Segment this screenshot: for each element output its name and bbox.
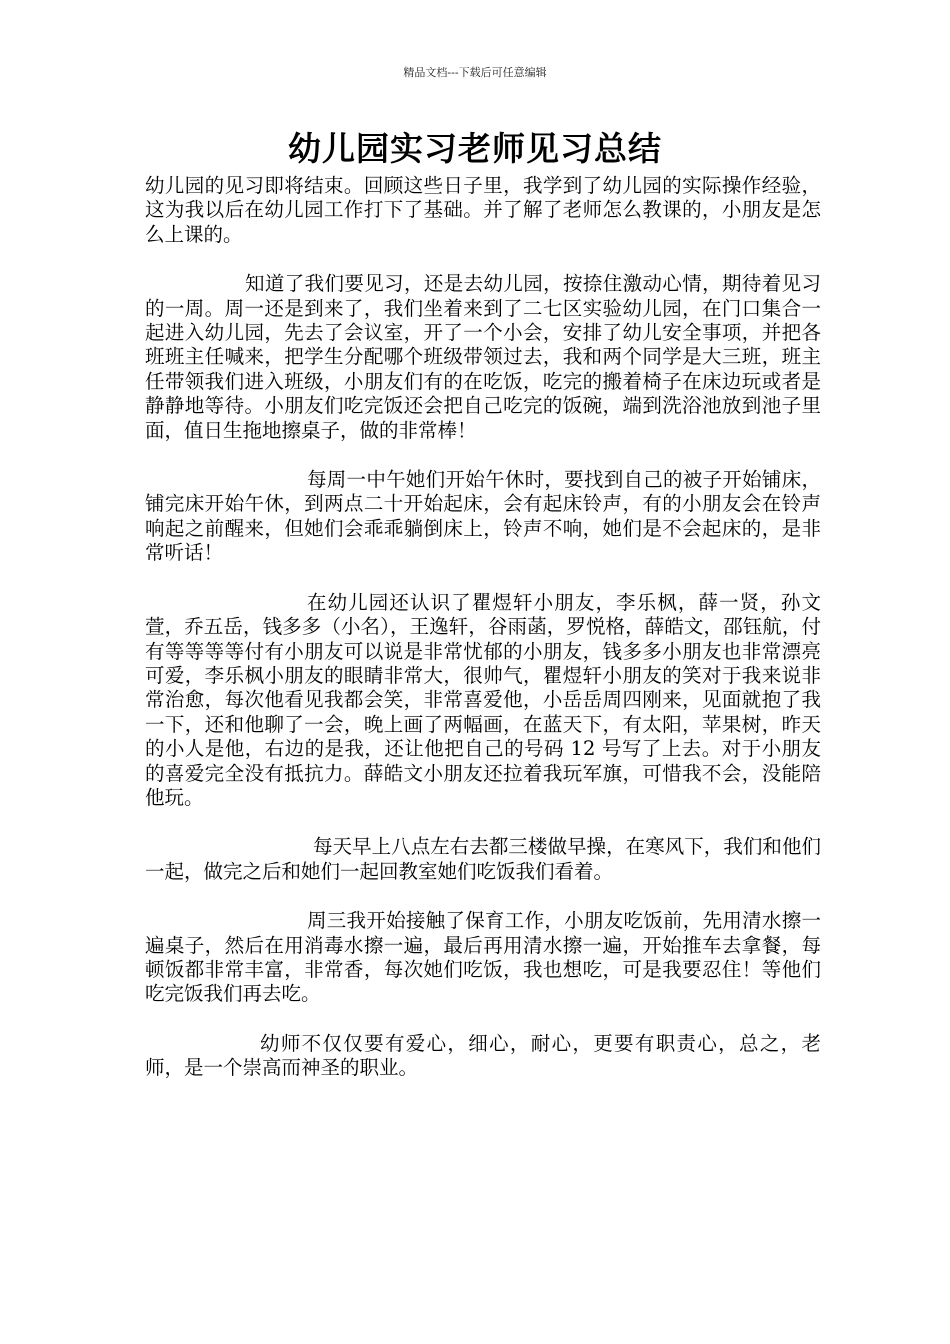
document-body — [145, 174, 821, 1106]
paragraph-children: 在幼儿园还认识了瞿煜轩小朋友，李乐枫，薛一贤，孙文萱，乔五岳，钱多多（小名），王逸轩，谷雨菡，罗悦格，薛皓文，邵钰航，付有等等等等付有小朋友可以说是非常忧郁的小朋友，钱多多小朋友也非常漂亮可爱，李乐枫小朋友的眼睛非常大，很帅气，瞿煜轩小朋友的笑对于我来说非常治愈，每次他看见我都会笑，非常喜爱他，小岳岳周四刚来，见面就抱了我一下，还和他聊了一会，晚上画了两幅画，在蓝天下，有太阳，苹果树，昨天的小人是他，右边的是我，还让他把自己的号码 12 号写了上去。对于小朋友的喜爱完全没有抵抗力。薛皓文小朋友还拉着我玩军旗，可惜我不会，没能陪他玩。 — [145, 590, 821, 809]
paragraph-first-week: 知道了我们要见习，还是去幼儿园，按捺住激动心情，期待着见习的一周。周一还是到来了，我们坐着来到了二七区实验幼儿园，在门口集合一起进入幼儿园，先去了会议室，开了一个小会，安排了幼儿安全事项，并把各班班主任喊来，把学生分配哪个班级带领过去，我和两个同学是大三班，班主任带领我们进入班级，小朋友们有的在吃饭，吃完的搬着椅子在床边玩或者是静静地等待。小朋友们吃完饭还会把自己吃完的饭碗，端到洗浴池放到池子里面，值日生拖地擦桌子，做的非常棒！ — [145, 272, 821, 442]
paragraph-intro: 幼儿园的见习即将结束。回顾这些日子里，我学到了幼儿园的实际操作经验，这为我以后在幼儿园工作打下了基础。并了解了老师怎么教课的，小朋友是怎么上课的。 — [145, 174, 821, 246]
paragraph-care-work: 周三我开始接触了保育工作，小朋友吃饭前，先用清水擦一遍桌子，然后在用消毒水擦一遍，最后再用清水擦一遍，开始推车去拿餐，每顿饭都非常丰富，非常香，每次她们吃饭，我也想吃，可是我要忍住！等他们吃完饭我们再去吃。 — [145, 909, 821, 1006]
paragraph-morning-exercise: 每天早上八点左右去都三楼做早操，在寒风下，我们和他们一起，做完之后和她们一起回教室她们吃饭我们看着。 — [145, 835, 821, 883]
page-header: 精品文档---下载后可任意编辑 — [403, 66, 547, 79]
paragraph-conclusion: 幼师不仅仅要有爱心，细心，耐心，更要有职责心，总之，老师，是一个崇高而神圣的职业。 — [145, 1031, 821, 1080]
document-title: 幼儿园实习老师见习总结 — [288, 129, 662, 168]
paragraph-nap-time: 每周一中午她们开始午休时，要找到自己的被子开始铺床，铺完床开始午休，到两点二十开始起床，会有起床铃声，有的小朋友会在铃声响起之前醒来，但她们会乖乖躺倒床上，铃声不响，她们是不会起床的，是非常听话！ — [145, 468, 821, 565]
